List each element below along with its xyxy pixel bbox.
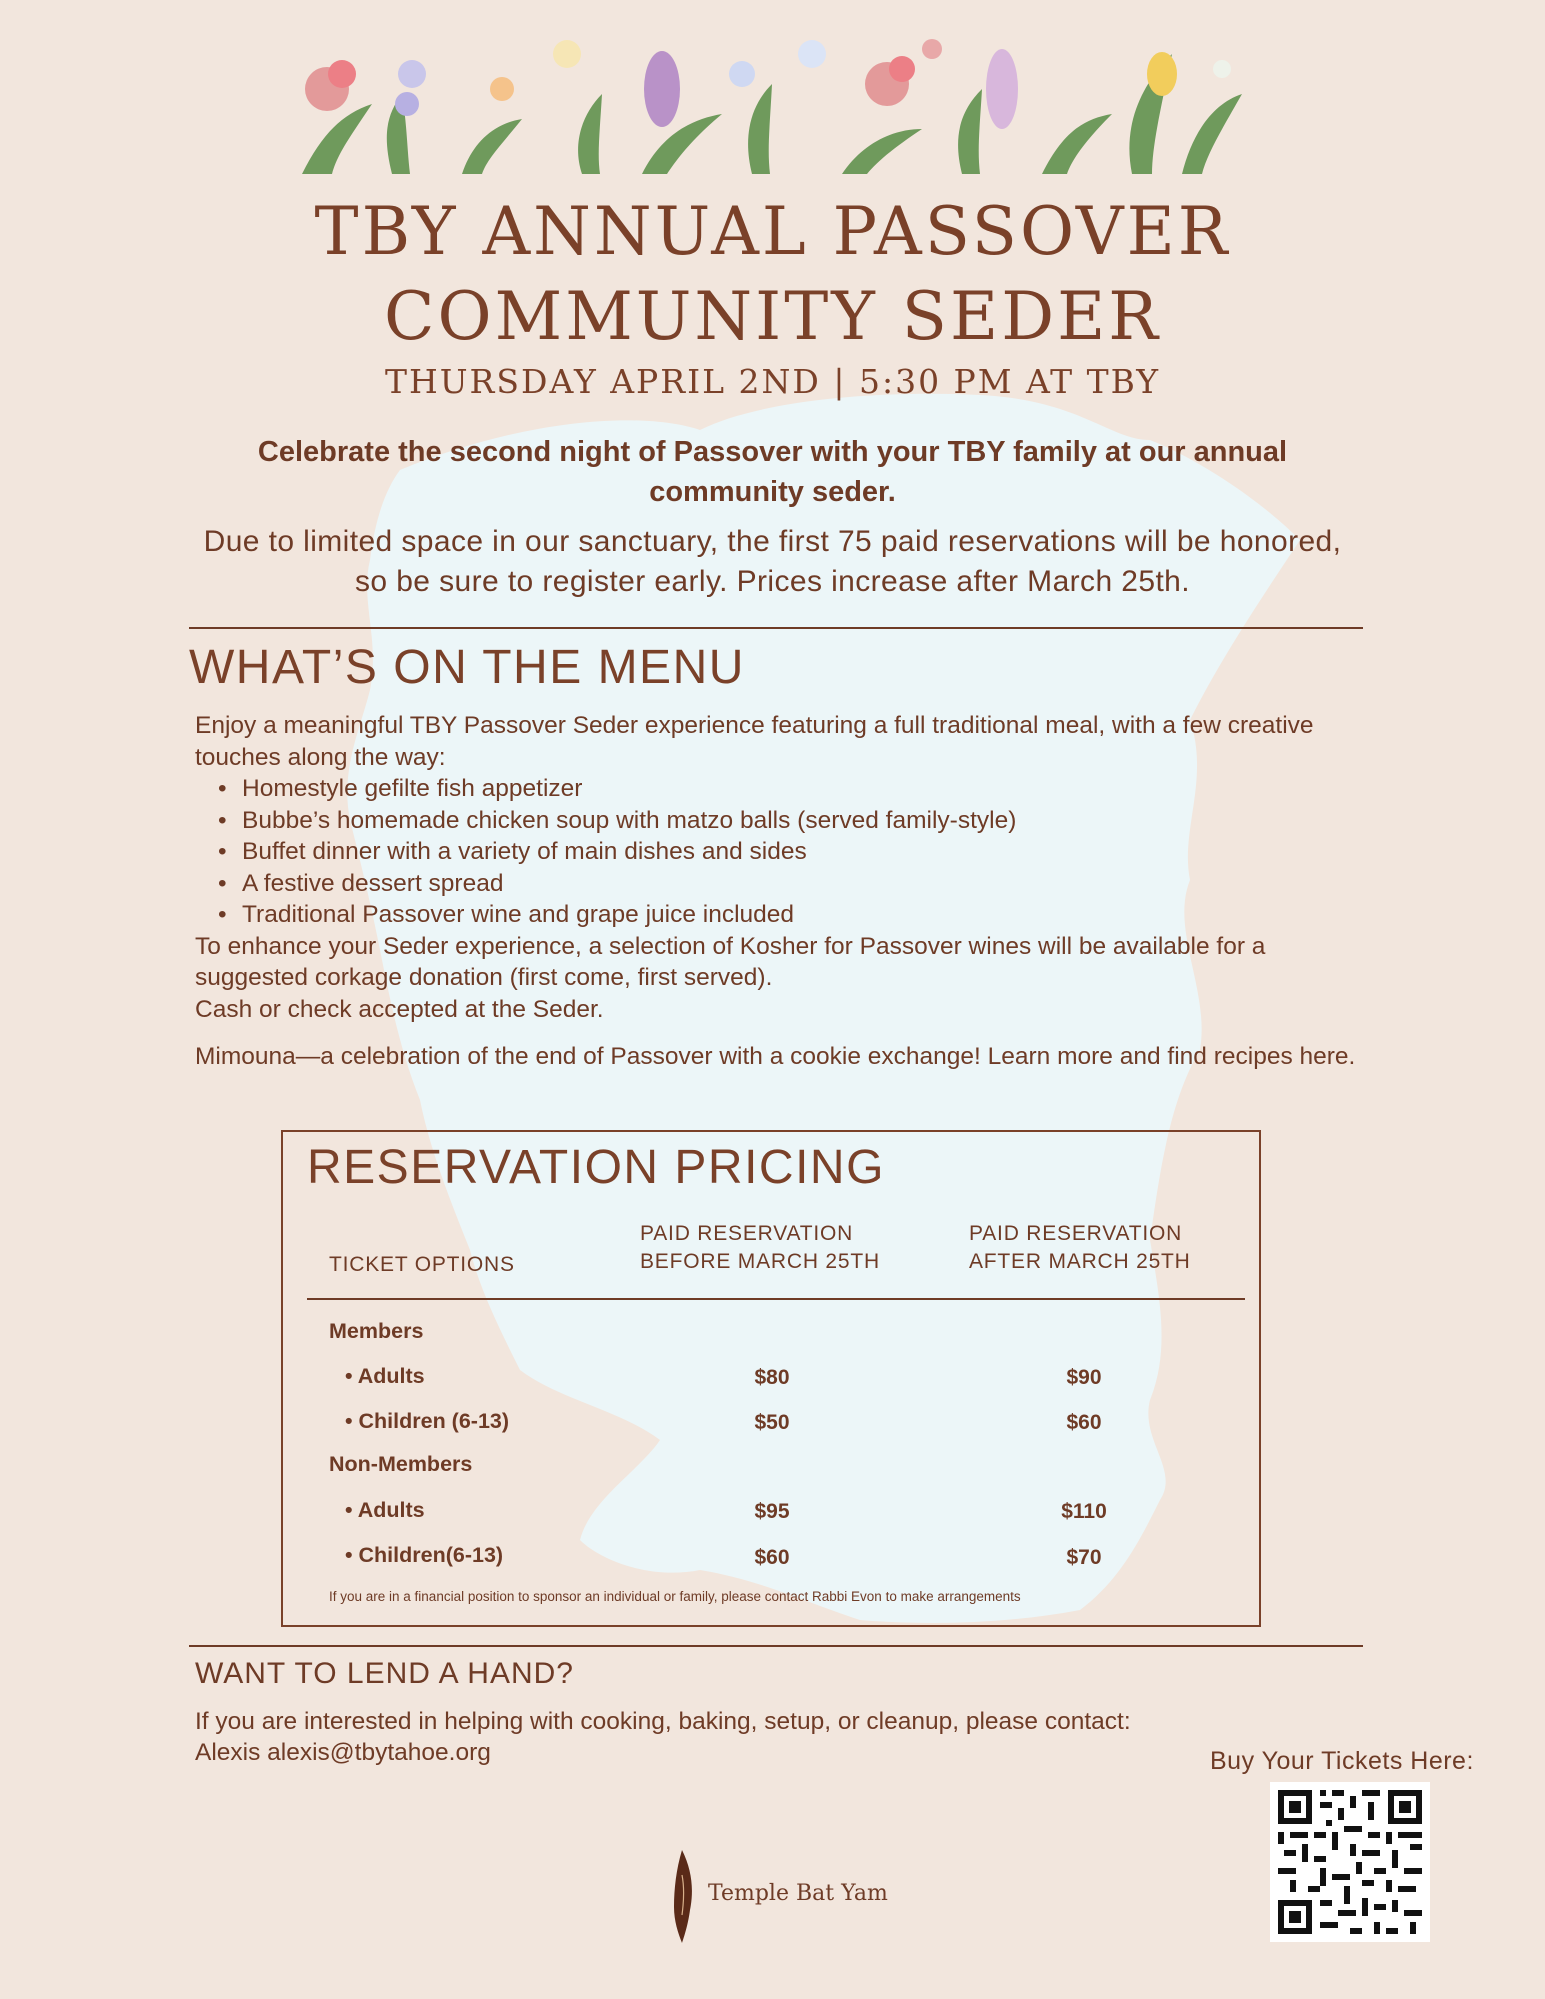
volunteer-heading: WANT TO LEND A HAND? [195,1657,574,1690]
row-label: • Adults [345,1498,425,1522]
event-date-time: THURSDAY APRIL 2ND | 5:30 PM AT TBY [384,362,1161,401]
price-cell: $110 [1061,1500,1107,1523]
mimouna-link[interactable]: Mimouna—a celebration of the end of Passover with a cookie exchange! Learn more and find recipes here. [195,1043,1356,1070]
buy-tickets-label: Buy Your Tickets Here: [1210,1747,1474,1775]
payment-note: Cash or check accepted at the Seder. [195,995,604,1023]
intro-headline: Celebrate the second night of Passover with your TBY family at our annual community seder. [257,436,1288,508]
menu-item: • Bubbe’s homemade chicken soup with matzo balls (served family-style) [242,805,1375,837]
menu-heading: WHAT’S ON THE MENU [189,641,745,694]
logo-text: Temple Bat Yam [708,1881,888,1906]
column-header-before-line2: BEFORE MARCH 25TH [640,1250,880,1273]
row-label-text: Children (6-13) [358,1409,510,1433]
price-cell: $90 [1066,1366,1102,1389]
wine-note: To enhance your Seder experience, a selection of Kosher for Passover wines will be available for a suggested corkage donation (first come, first served). [195,932,1266,991]
row-label-text: Children(6-13) [358,1543,504,1567]
menu-item: • Buffet dinner with a variety of main dishes and sides [242,836,1375,868]
menu-section [195,710,1375,1025]
menu-item: • Traditional Passover wine and grape juice included [242,899,1375,931]
column-header-before-line1: PAID RESERVATION [640,1222,854,1245]
price-cell: $95 [754,1500,790,1523]
pricing-heading: RESERVATION PRICING [307,1141,885,1194]
intro-text: Due to limited space in our sanctuary, the first 75 paid reservations will be honored, so be sure to register early. Prices increase after March 25th. [203,525,1342,598]
menu-list [195,773,1375,931]
menu-lead: Enjoy a meaningful TBY Passover Seder experience featuring a full traditional meal, with a few creative touches along the way: [195,712,1314,771]
column-header-after-line2: AFTER MARCH 25TH [969,1250,1191,1273]
volunteer-text: If you are interested in helping with cooking, baking, setup, or cleanup, please contact: Alexis alexis@tbytahoe.org [195,1708,1131,1766]
column-header-options: TICKET OPTIONS [329,1253,515,1276]
row-label: • Children (6-13) [345,1409,510,1433]
row-label: • Children(6-13) [345,1543,504,1567]
price-cell: $70 [1066,1546,1102,1569]
price-cell: $60 [754,1546,790,1569]
price-cell: $80 [754,1366,790,1389]
price-cell: $50 [754,1411,790,1434]
group-label-nonmembers: Non-Members [329,1452,473,1476]
price-cell: $60 [1066,1411,1102,1434]
group-label-members: Members [329,1319,424,1343]
ticket-qr-code[interactable] [1270,1782,1430,1942]
row-label-text: Adults [357,1498,425,1522]
menu-item: • A festive dessert spread [242,868,1375,900]
sponsor-note: If you are in a financial position to sponsor an individual or family, please contact Rabbi Evon to make arrangements [329,1589,1021,1604]
section-divider [189,627,1363,629]
column-header-after [969,1220,1191,1276]
page-title-line1: TBY ANNUAL PASSOVER [314,193,1231,270]
row-label: • Adults [345,1364,425,1388]
column-header-before [640,1220,880,1276]
column-header-after-line1: PAID RESERVATION [969,1222,1183,1245]
floral-banner [282,34,1257,174]
page-title-line2: COMMUNITY SEDER [384,278,1161,355]
menu-item: • Homestyle gefilte fish appetizer [242,773,1375,805]
row-label-text: Adults [357,1364,425,1388]
section-divider [189,1645,1363,1647]
table-header-divider [307,1298,1245,1300]
